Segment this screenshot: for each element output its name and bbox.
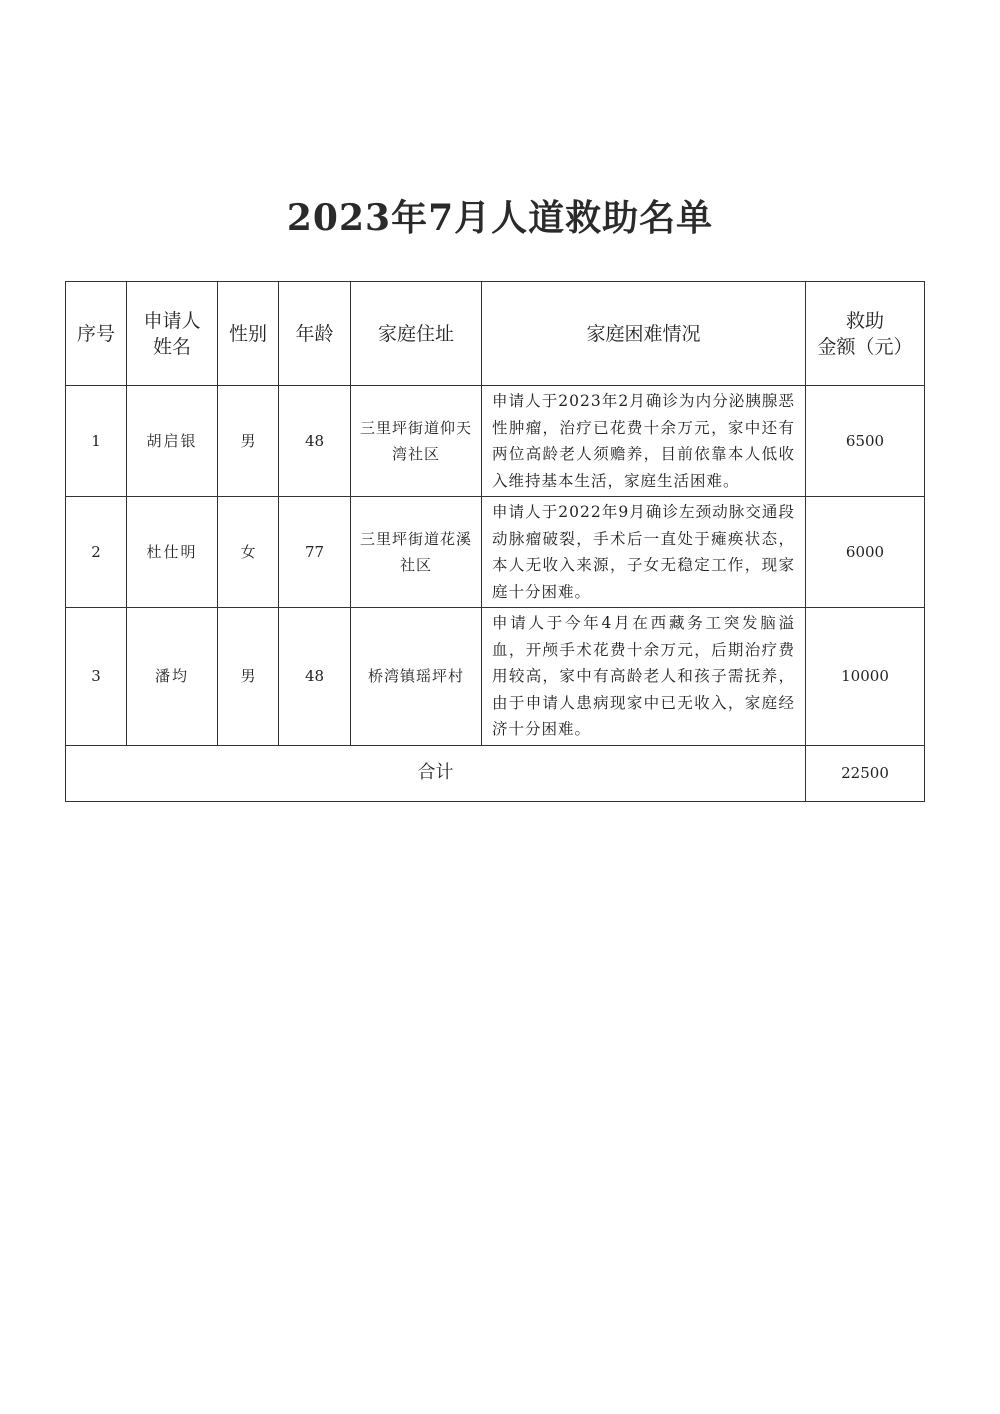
header-amount — [806, 282, 925, 386]
cell-name: 潘均 — [127, 608, 218, 746]
header-name-line1: 申请人 — [143, 309, 201, 332]
cell-gender: 男 — [218, 608, 279, 746]
cell-address: 三里坪街道花溪社区 — [351, 497, 482, 608]
cell-index: 3 — [66, 608, 127, 746]
cell-name: 胡启银 — [127, 386, 218, 497]
header-age: 年龄 — [279, 282, 351, 386]
cell-age: 48 — [279, 608, 351, 746]
header-situation: 家庭困难情况 — [482, 282, 806, 386]
cell-gender: 男 — [218, 386, 279, 497]
cell-age: 48 — [279, 386, 351, 497]
header-gender: 性别 — [218, 282, 279, 386]
header-amount-line2: 金额（元） — [817, 335, 913, 358]
cell-situation: 申请人于2022年9月确诊左颈动脉交通段动脉瘤破裂，手术后一直处于瘫痪状态，本人无收入来源，子女无稳定工作，现家庭十分困难。 — [482, 497, 806, 608]
total-row — [66, 745, 925, 801]
cell-address: 三里坪街道仰天湾社区 — [351, 386, 482, 497]
cell-amount: 10000 — [806, 608, 925, 746]
table-row — [66, 497, 925, 608]
header-amount-line1: 救助 — [845, 309, 884, 332]
header-name — [127, 282, 218, 386]
page-title: 2023年7月人道救助名单 — [286, 197, 714, 239]
header-name-line2: 姓名 — [152, 335, 191, 358]
cell-address: 桥湾镇瑶坪村 — [351, 608, 482, 746]
table-row — [66, 386, 925, 497]
cell-age: 77 — [279, 497, 351, 608]
cell-index: 1 — [66, 386, 127, 497]
header-index: 序号 — [66, 282, 127, 386]
aid-roster-table — [65, 281, 925, 802]
cell-name: 杜仕明 — [127, 497, 218, 608]
cell-amount: 6500 — [806, 386, 925, 497]
cell-amount: 6000 — [806, 497, 925, 608]
table-row — [66, 608, 925, 746]
cell-situation: 申请人于今年4月在西藏务工突发脑溢血，开颅手术花费十余万元，后期治疗费用较高，家中有高龄老人和孩子需抚养，由于申请人患病现家中已无收入，家庭经济十分困难。 — [482, 608, 806, 746]
cell-index: 2 — [66, 497, 127, 608]
total-label: 合计 — [66, 745, 806, 801]
header-address: 家庭住址 — [351, 282, 482, 386]
cell-gender: 女 — [218, 497, 279, 608]
header-row — [66, 282, 925, 386]
total-amount: 22500 — [806, 745, 925, 801]
cell-situation: 申请人于2023年2月确诊为内分泌胰腺恶性肿瘤，治疗已花费十余万元，家中还有两位高龄老人须赡养，目前依靠本人低收入维持基本生活，家庭生活困难。 — [482, 386, 806, 497]
